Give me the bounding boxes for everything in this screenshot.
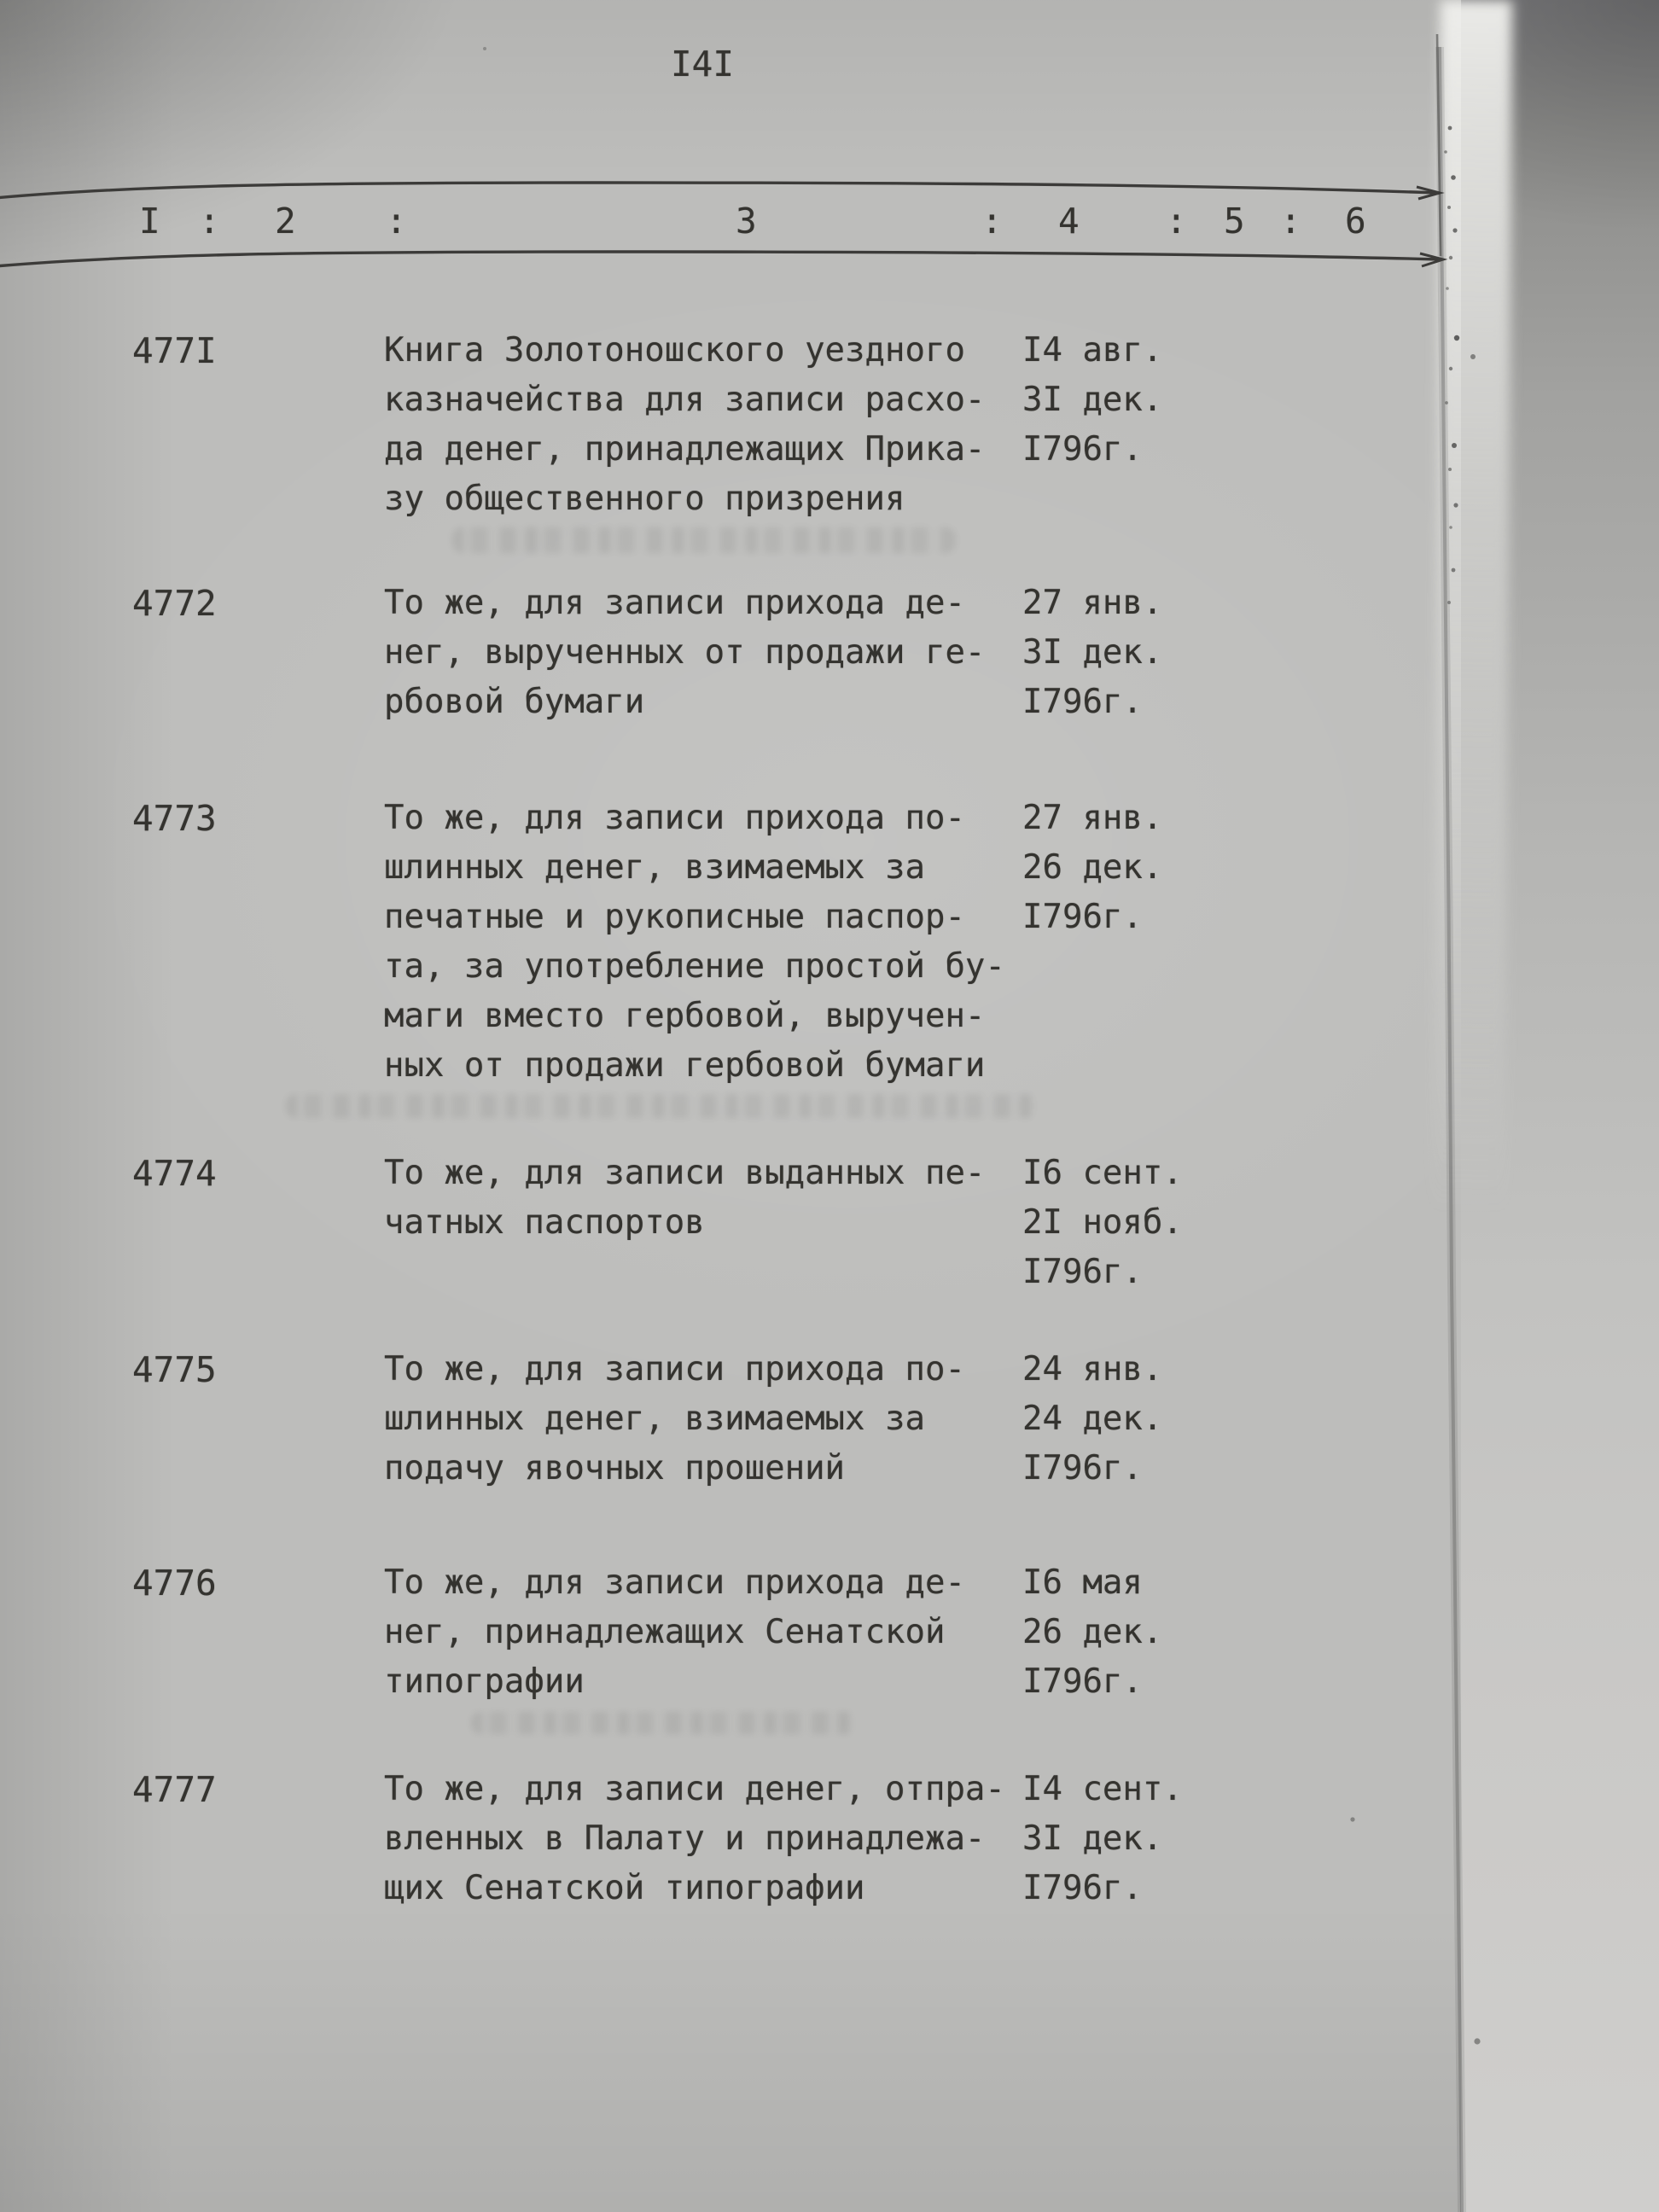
- entry-dates: [1022, 326, 1162, 474]
- date-line: 26 дек.: [1022, 1613, 1163, 1651]
- date-line: I796г.: [1022, 1662, 1143, 1701]
- entry-dates: [1022, 1149, 1183, 1297]
- description-line: маги вместо гербовой, выручен-: [384, 997, 986, 1035]
- entry-number: 4774: [132, 1153, 217, 1194]
- page-number: I4I: [671, 44, 735, 84]
- header-col-1: I: [139, 201, 160, 242]
- header-bottom-rule: [0, 252, 1441, 266]
- description-line: да денег, принадлежащих Прика-: [384, 430, 986, 469]
- description-line: подачу явочных прошений: [384, 1449, 846, 1487]
- entry-number: 4775: [132, 1349, 217, 1390]
- date-line: 27 янв.: [1022, 584, 1163, 622]
- description-line: шлинных денег, взимаемых за: [384, 1400, 925, 1438]
- header-col-2: 2: [275, 201, 296, 242]
- bleed-through-smudge: [471, 1712, 855, 1734]
- date-line: 27 янв.: [1022, 799, 1163, 837]
- date-line: I4 авг.: [1022, 331, 1163, 370]
- date-line: I796г.: [1022, 1253, 1143, 1291]
- description-line: нег, принадлежащих Сенатской: [384, 1613, 946, 1651]
- date-line: 24 дек.: [1022, 1400, 1163, 1438]
- description-line: нег, вырученных от продажи ге-: [384, 633, 986, 672]
- description-line: То же, для записи прихода де-: [384, 1563, 965, 1602]
- description-line: щих Сенатской типографии: [384, 1869, 865, 1907]
- header-separator: :: [981, 201, 1003, 242]
- date-line: 2I нояб.: [1022, 1203, 1183, 1242]
- description-line: вленных в Палату и принадлежа-: [384, 1819, 986, 1858]
- entry-description: [384, 1345, 965, 1493]
- header-separator: :: [1166, 201, 1187, 242]
- entry-description: [384, 1765, 1005, 1913]
- description-line: типографии: [384, 1662, 585, 1701]
- bleed-through-smudge: [452, 527, 956, 553]
- date-line: I4 сент.: [1022, 1770, 1183, 1808]
- description-line: казначейства для записи расхо-: [384, 381, 986, 419]
- header-separator: :: [199, 201, 220, 242]
- header-col-3: 3: [736, 201, 757, 242]
- date-line: 3I дек.: [1022, 1819, 1163, 1858]
- header-col-5: 5: [1224, 201, 1245, 242]
- entry-number: 477I: [132, 330, 217, 371]
- header-separator: :: [386, 201, 407, 242]
- entry-description: [384, 794, 1005, 1091]
- page-edge-crease-soft: [1440, 47, 1462, 2212]
- date-line: I796г.: [1022, 683, 1143, 721]
- entry-dates: [1022, 1558, 1162, 1707]
- header-col-6: 6: [1345, 201, 1366, 242]
- entry-description: [384, 1558, 965, 1707]
- description-line: То же, для записи выданных пе-: [384, 1154, 986, 1192]
- description-line: зу общественного призрения: [384, 480, 905, 518]
- description-line: чатных паспортов: [384, 1203, 705, 1242]
- description-line: Книга Золотоношского уездного: [384, 331, 965, 370]
- entry-dates: [1022, 794, 1162, 942]
- bleed-through-smudge: [286, 1094, 1037, 1118]
- entry-dates: [1022, 1765, 1183, 1913]
- date-line: 26 дек.: [1022, 848, 1163, 887]
- date-line: I796г.: [1022, 898, 1143, 936]
- entry-number: 4776: [132, 1563, 217, 1604]
- header-separator: :: [1280, 201, 1301, 242]
- header-col-4: 4: [1058, 201, 1080, 242]
- description-line: рбовой бумаги: [384, 683, 645, 721]
- entry-dates: [1022, 579, 1162, 727]
- description-line: То же, для записи денег, отпра-: [384, 1770, 1005, 1808]
- date-line: 3I дек.: [1022, 381, 1163, 419]
- entry-description: [384, 1149, 985, 1248]
- date-line: I796г.: [1022, 430, 1143, 469]
- description-line: шлинных денег, взимаемых за: [384, 848, 925, 887]
- date-line: I796г.: [1022, 1449, 1143, 1487]
- description-line: та, за употребление простой бу-: [384, 947, 1005, 986]
- description-line: То же, для записи прихода по-: [384, 1350, 965, 1388]
- description-line: ных от продажи гербовой бумаги: [384, 1046, 986, 1085]
- entry-dates: [1022, 1345, 1162, 1493]
- date-line: 3I дек.: [1022, 633, 1163, 672]
- entry-number: 4777: [132, 1769, 217, 1810]
- description-line: То же, для записи прихода де-: [384, 584, 965, 622]
- date-line: 24 янв.: [1022, 1350, 1163, 1388]
- date-line: I6 мая: [1022, 1563, 1143, 1602]
- date-line: I6 сент.: [1022, 1154, 1183, 1192]
- entry-description: [384, 326, 985, 524]
- entry-description: [384, 579, 985, 727]
- entry-number: 4773: [132, 798, 217, 839]
- description-line: То же, для записи прихода по-: [384, 799, 965, 837]
- date-line: I796г.: [1022, 1869, 1143, 1907]
- description-line: печатные и рукописные паспор-: [384, 898, 965, 936]
- entry-number: 4772: [132, 583, 217, 624]
